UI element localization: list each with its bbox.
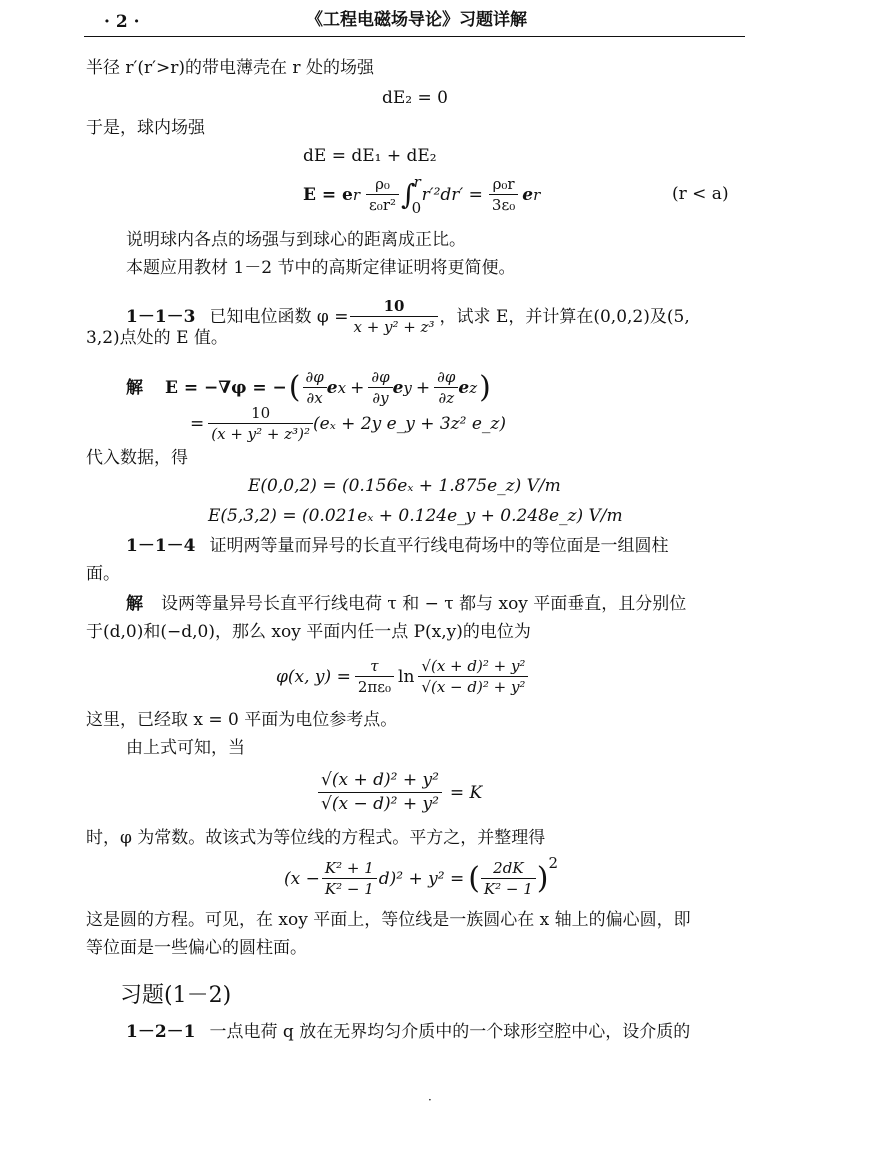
fraction-denominator: √(x − d)² + y² — [421, 678, 526, 696]
fraction-numerator: K² + 1 — [322, 860, 377, 879]
solution-label: 解 — [126, 377, 143, 398]
header-rule — [84, 36, 745, 37]
text-line: 本题应用教材 1－2 节中的高斯定律证明将更简便。 — [126, 258, 516, 278]
text-line: 这是圆的方程。可见，在 xoy 平面上，等位线是一族圆心在 x 轴上的偏心圆，即 — [86, 910, 691, 930]
fraction — [322, 860, 377, 899]
problem-1-2-1 — [126, 1024, 690, 1041]
solution-1-line-2: = $\frac{10}{\text{(x + y² + z³)²}}$ (eₓ + 2y e_y + 3z² e_z) — [190, 403, 507, 443]
text-line: 时，φ 为常数。故该式为等位线的方程式。平方之，并整理得 — [86, 828, 546, 848]
text-line: 半径 r′(r′>r)的带电薄壳在 r 处的场强 — [86, 58, 374, 78]
fraction — [489, 176, 518, 215]
fraction-denominator: √(x − d)² + y² — [321, 794, 439, 814]
equation-part: (x − — [284, 868, 320, 889]
text-line: 等位面是一些偏心的圆柱面。 — [86, 938, 307, 958]
equation-field-inside-sphere: E = e r $\frac{\text{ρ₀}}{\text{ε₀r²}}$ ∫ r 0 r′²dr′ = $\frac{\text{ρ₀r}}{\text{3ε₀}}$ e r — [303, 173, 541, 217]
fraction-numerator: 2dK — [481, 860, 536, 879]
equation-part: d)² + y² = — [378, 868, 465, 889]
text-line: 由上式可知，当 — [126, 738, 245, 758]
equation-part: (eₓ + 2y e_y + 3z² e_z) — [313, 413, 507, 434]
book-title: 《工程电磁场导论》习题详解 — [306, 10, 527, 30]
integral-lower: 0 — [411, 199, 422, 217]
text-line: 代入数据，得 — [86, 448, 188, 468]
integrand: r′²dr′ = — [421, 184, 483, 205]
fraction — [355, 658, 394, 697]
solution-text: 设两等量异号长直平行线电荷 τ 和 − τ 都与 xoy 平面垂直，且分别位 — [161, 594, 687, 614]
unit-vector: e — [522, 184, 534, 205]
fraction-numerator: ρ₀r — [489, 176, 518, 195]
integral-sign: ∫ — [401, 178, 416, 211]
fraction-numerator: τ — [355, 658, 394, 677]
partial-x: $\frac{\partial\varphi}{\partial x}$ — [303, 369, 327, 408]
footer-mark: · — [428, 1093, 432, 1107]
fraction-numerator: ρ₀ — [366, 176, 399, 195]
solution-label: 解 — [126, 594, 143, 614]
fraction-denominator: K² − 1 — [324, 880, 374, 898]
equation-result: E(5,3,2) = (0.021eₓ + 0.124e_y + 0.248e_z) V/m — [208, 506, 623, 526]
fraction — [481, 860, 536, 899]
partial-z: $\frac{\partial\varphi}{\partial z}$ — [434, 369, 458, 408]
problem-1-1-4 — [126, 538, 669, 555]
fraction — [366, 176, 399, 215]
fraction-denominator: 3ε₀ — [491, 196, 516, 214]
condition: (r < a) — [672, 184, 729, 204]
page-number: · 2 · — [104, 12, 140, 32]
exponent: 2 — [548, 854, 559, 872]
fraction — [208, 405, 313, 444]
solution-1-line-1: 解 E = −∇φ = − ( $\frac{\partial\varphi}{\partial x}$ e x + $\frac{\partial\varphi}{\partial y}$ e y + $\frac{\partial\varphi}{\partial z}$ e z ) — [126, 367, 491, 407]
text-line: 这里，已经取 x = 0 平面为电位参考点。 — [86, 710, 398, 730]
problem-text: 已知电位函数 φ = — [209, 306, 349, 327]
equation-result: E(0,0,2) = (0.156eₓ + 1.875e_z) V/m — [248, 476, 561, 496]
problem-text: ，试求 E，并计算在(0,0,2)及(5, — [439, 306, 690, 327]
text-line: 说明球内各点的场强与到球心的距离成正比。 — [126, 230, 466, 250]
equation: dE = dE₁ + dE₂ — [303, 146, 437, 166]
fraction-numerator: √(x + d)² + y² — [318, 771, 442, 793]
fraction-numerator: 10 — [350, 298, 437, 317]
fraction-denominator: K² − 1 — [483, 880, 533, 898]
problem-text: 3,2)点处的 E 值。 — [86, 328, 228, 348]
problem-text: 一点电荷 q 放在无界均匀介质中的一个球形空腔中心，设介质的 — [209, 1022, 691, 1042]
fraction-denominator: ε₀r² — [369, 196, 396, 214]
problem-text: 面。 — [86, 564, 120, 584]
eq-lhs: E = e — [303, 184, 353, 205]
equation-potential — [276, 652, 528, 702]
equation-rhs: = K — [449, 782, 483, 803]
solution-2-line-1 — [126, 596, 686, 613]
fraction-denominator: (x + y² + z³)² — [211, 425, 311, 443]
equation-part: E = −∇φ = − — [165, 377, 287, 398]
equation-lhs: φ(x, y) = — [276, 666, 351, 687]
problem-text: 证明两等量而异号的长直平行线电荷场中的等位面是一组圆柱 — [209, 536, 669, 556]
problem-number: 1－1－3 — [126, 306, 196, 327]
fraction — [350, 298, 437, 337]
partial-y: $\frac{\partial\varphi}{\partial y}$ — [368, 369, 392, 408]
section-title: 习题(1－2) — [120, 983, 232, 1008]
problem-number: 1－1－4 — [126, 536, 196, 556]
fraction — [418, 658, 528, 697]
problem-number: 1－2－1 — [126, 1022, 196, 1042]
solution-text: 于(d,0)和(−d,0)，那么 xoy 平面内任一点 P(x,y)的电位为 — [86, 622, 531, 642]
equation-circle: (x − $\frac{\text{K² + 1}}{\text{K² − 1}}$ d)² + y² = ( $\frac{2dK}{\text{K² − 1}}$ ) 2 — [284, 854, 559, 898]
fraction — [318, 771, 442, 814]
equation-constant-k — [318, 766, 482, 820]
log-operator: ln — [398, 666, 415, 687]
fraction-numerator: 10 — [208, 405, 313, 424]
fraction-denominator: 2πε₀ — [357, 678, 392, 696]
fraction-numerator: √(x + d)² + y² — [418, 658, 528, 677]
integral-upper: r — [413, 173, 421, 191]
fraction-denominator: x + y² + z³ — [353, 318, 435, 336]
equation: dE₂ = 0 — [382, 88, 448, 108]
text-line: 于是，球内场强 — [86, 118, 205, 138]
